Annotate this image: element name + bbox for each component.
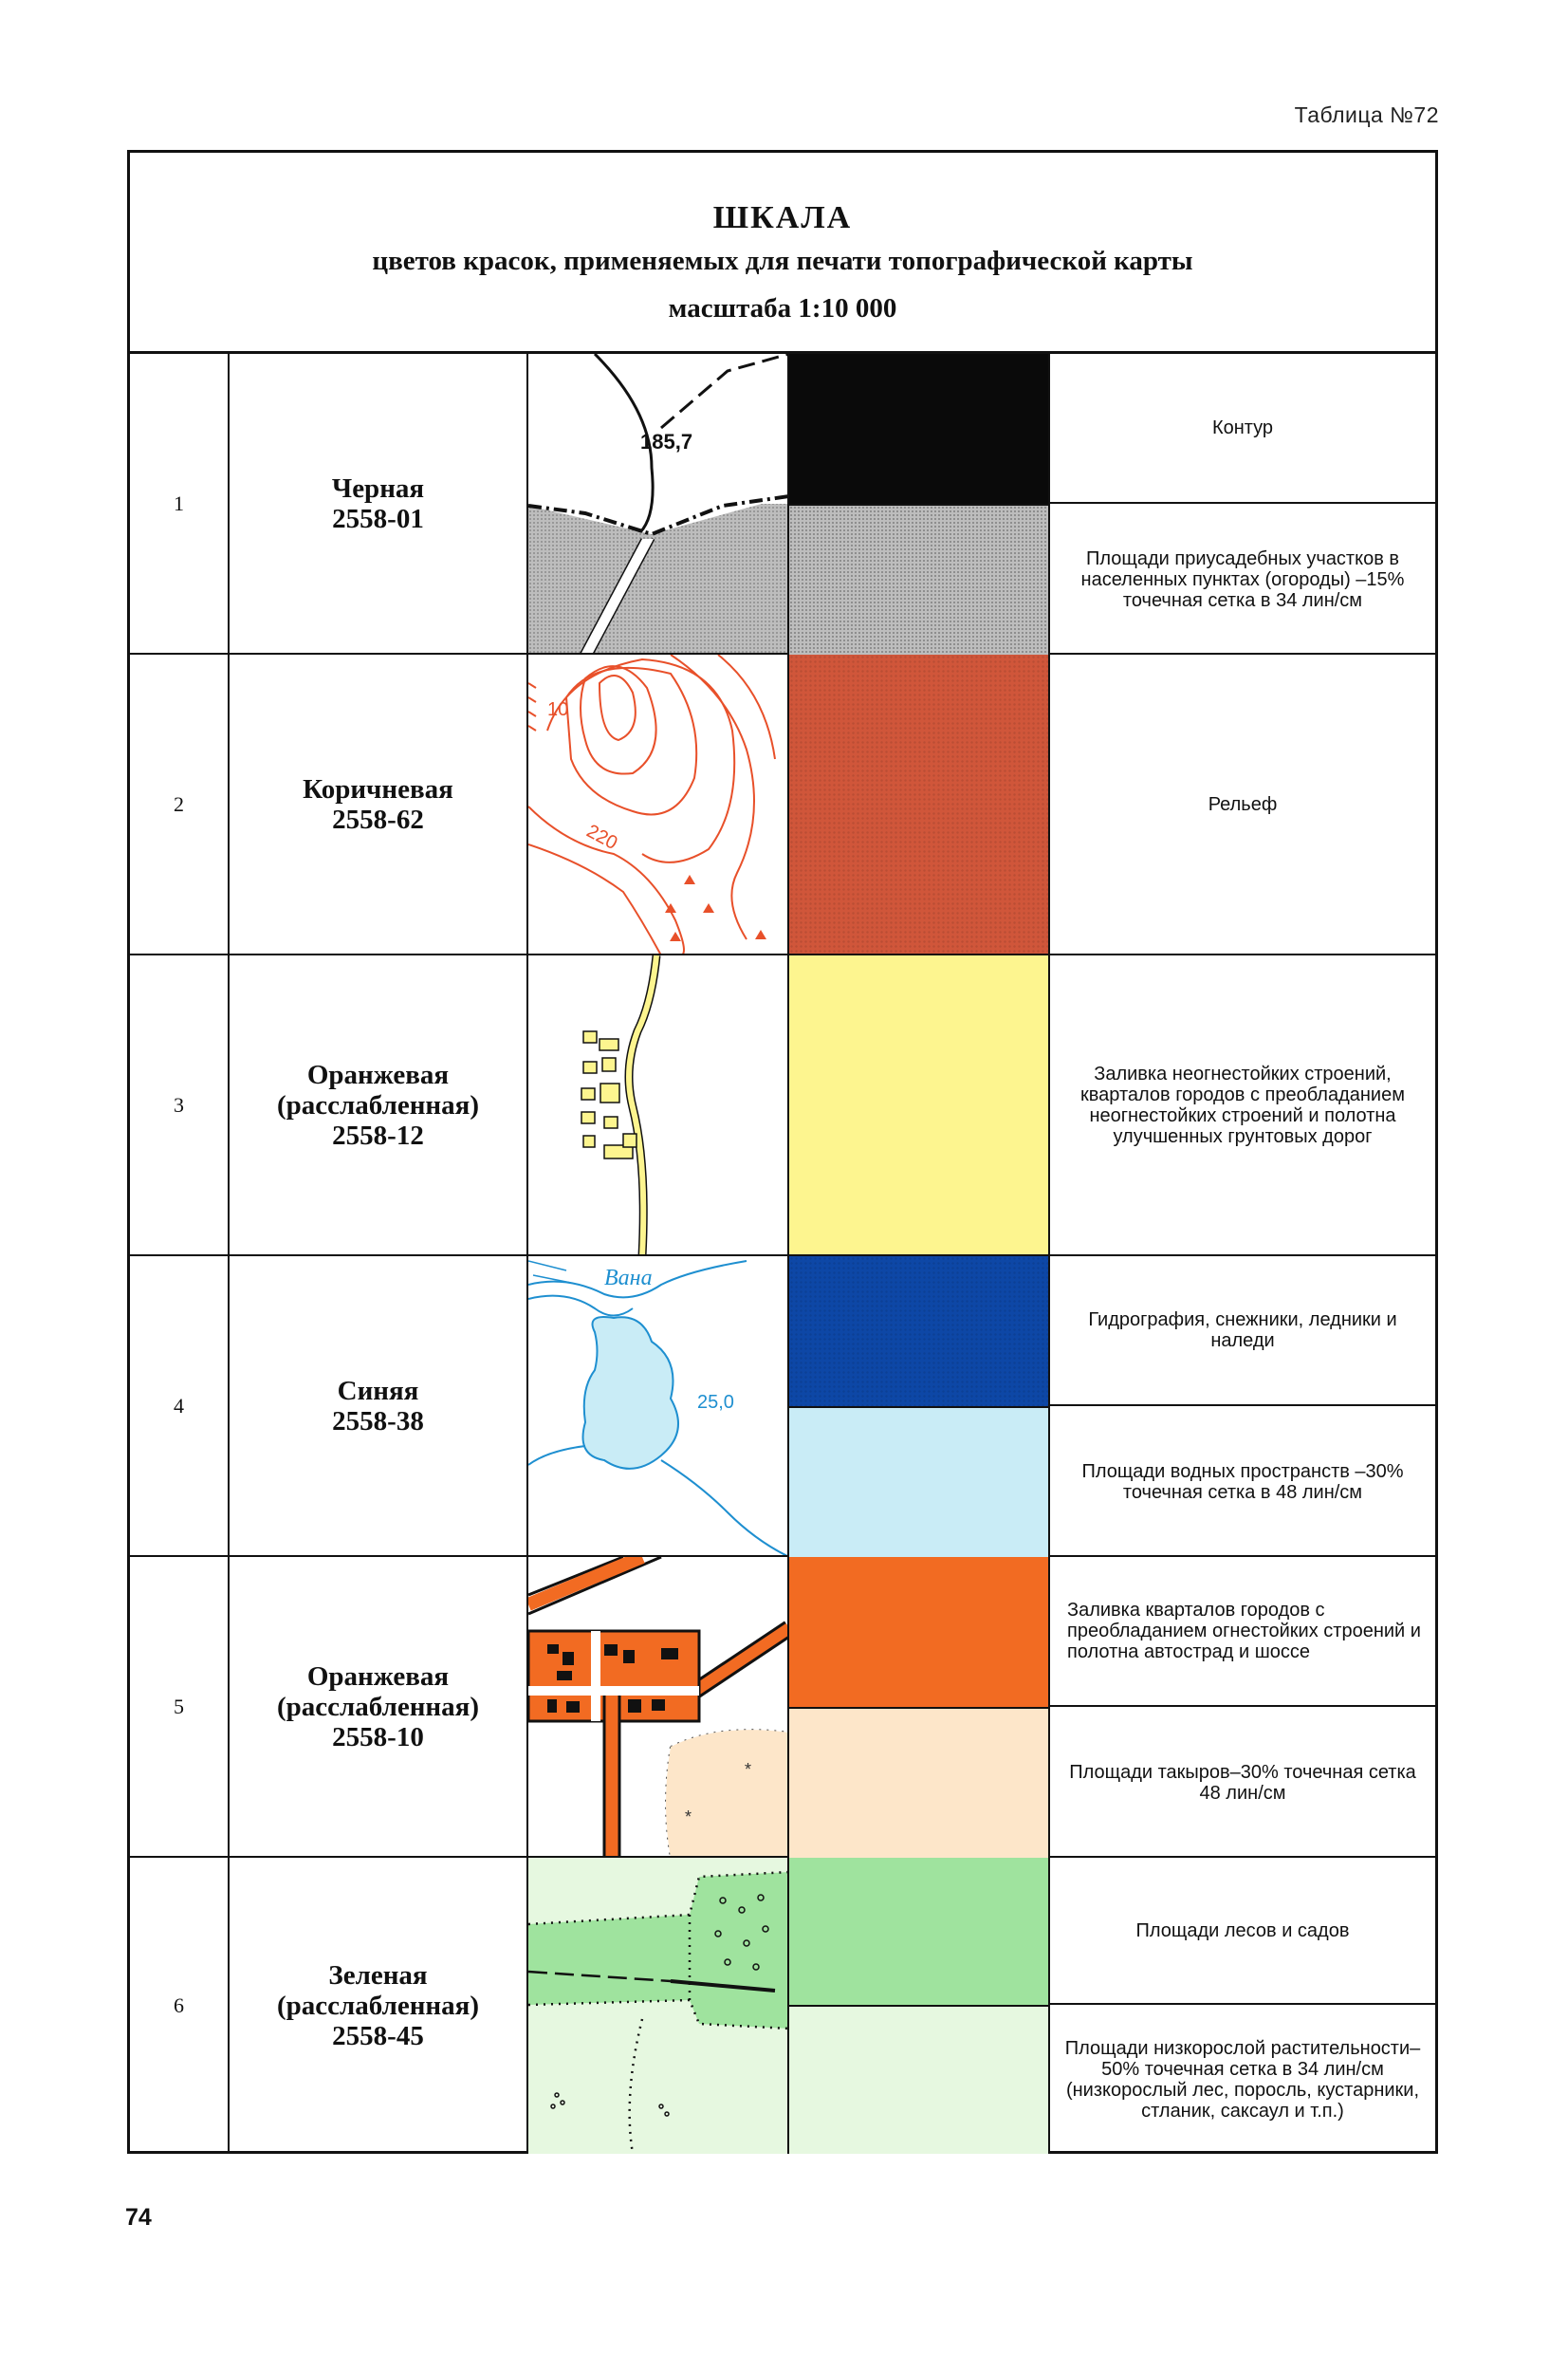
description-low-vegetation: Площади низкорослой растительности–50% точечная сетка в 34 лин/см (низкорослый лес, поросль, кустарники, стланик, саксаул и т.п.) <box>1064 2037 1421 2122</box>
color-swatch-light-blue <box>789 1406 1048 1557</box>
map-sample-hydrography <box>528 1256 789 1555</box>
map-sample-relief <box>528 655 789 954</box>
row-number: 5 <box>174 1694 184 1718</box>
row-number: 1 <box>174 491 184 515</box>
map-label-contour-220: 220 <box>582 820 621 855</box>
table-subtitle: цветов красок, применяемых для печати топографической карты <box>372 246 1193 276</box>
color-swatch-black <box>789 354 1048 504</box>
row-number: 3 <box>174 1092 184 1117</box>
color-swatch-green <box>789 1858 1048 2005</box>
row-blue <box>130 1256 1435 1557</box>
color-swatch-brown <box>789 655 1048 954</box>
svg-text:*: * <box>685 1807 692 1826</box>
row-brown <box>130 655 1435 955</box>
ink-name: Синяя 2558-38 <box>332 1375 424 1436</box>
table-label: Таблица №72 <box>1294 102 1439 127</box>
map-sample-forest <box>528 1858 789 2154</box>
row-orange <box>130 1557 1435 1858</box>
description-hydrography: Гидрография, снежники, ледники и наледи <box>1050 1256 1435 1406</box>
description-fireproof: Заливка кварталов городов с преобладанием огнестойких строений и полотна автострад и шоссе <box>1050 1557 1435 1707</box>
map-label-water-level: 25,0 <box>697 1392 734 1413</box>
map-sample-buildings <box>528 955 789 1254</box>
color-swatch-orange <box>789 1557 1048 1707</box>
color-swatch-light-green <box>789 2005 1048 2154</box>
ink-name: Оранжевая (расслабленная) 2558-12 <box>277 1059 479 1151</box>
color-swatch-yellow <box>789 955 1048 1254</box>
row-number: 2 <box>174 791 184 816</box>
description-relief: Рельеф <box>1208 793 1278 815</box>
description-nonfireproof: Заливка неогнестойких строений, кварталов городов с преобладанием неогнестойких строений и полотна улучшенных грунтовых дорог <box>1080 1063 1405 1147</box>
description-gardens: Площади приусадебных участков в населенных пунктах (огороды) –15% точечная сетка в 34 лин/см <box>1080 547 1405 611</box>
table-header <box>130 153 1435 354</box>
row-number: 4 <box>174 1393 184 1418</box>
color-swatch-grey-screen <box>789 504 1048 655</box>
color-swatch-light-orange <box>789 1707 1048 1858</box>
row-number: 6 <box>174 1993 184 2017</box>
map-sample-city-blocks <box>528 1557 789 1856</box>
row-green <box>130 1858 1435 2154</box>
description-forests: Площади лесов и садов <box>1050 1858 1435 2005</box>
table-title: ШКАЛА <box>712 200 853 235</box>
ink-name: Черная 2558-01 <box>331 473 425 534</box>
map-label-elevation: 185,7 <box>640 430 693 454</box>
ink-name: Коричневая 2558-62 <box>303 773 453 835</box>
description-water-areas: Площади водных пространств –30% точечная сетка в 48 лин/см <box>1081 1460 1404 1503</box>
map-sample-contour <box>528 354 789 653</box>
row-black <box>130 354 1435 655</box>
ink-name: Зеленая (расслабленная) 2558-45 <box>277 1960 479 2051</box>
color-scale-table <box>127 150 1438 2154</box>
table-scale: масштаба 1:10 000 <box>668 293 897 324</box>
map-label-river: Вана <box>604 1266 653 1290</box>
description-takyr: Площади такыров–30% точечная сетка 48 лин/см <box>1069 1761 1416 1804</box>
svg-text:*: * <box>745 1760 752 1779</box>
row-yellow <box>130 955 1435 1256</box>
page-number: 74 <box>125 2204 152 2231</box>
color-swatch-blue <box>789 1256 1048 1406</box>
ink-name: Оранжевая (расслабленная) 2558-10 <box>277 1660 479 1752</box>
map-label-contour: 10 <box>547 699 569 720</box>
description-contour: Контур <box>1050 354 1435 504</box>
